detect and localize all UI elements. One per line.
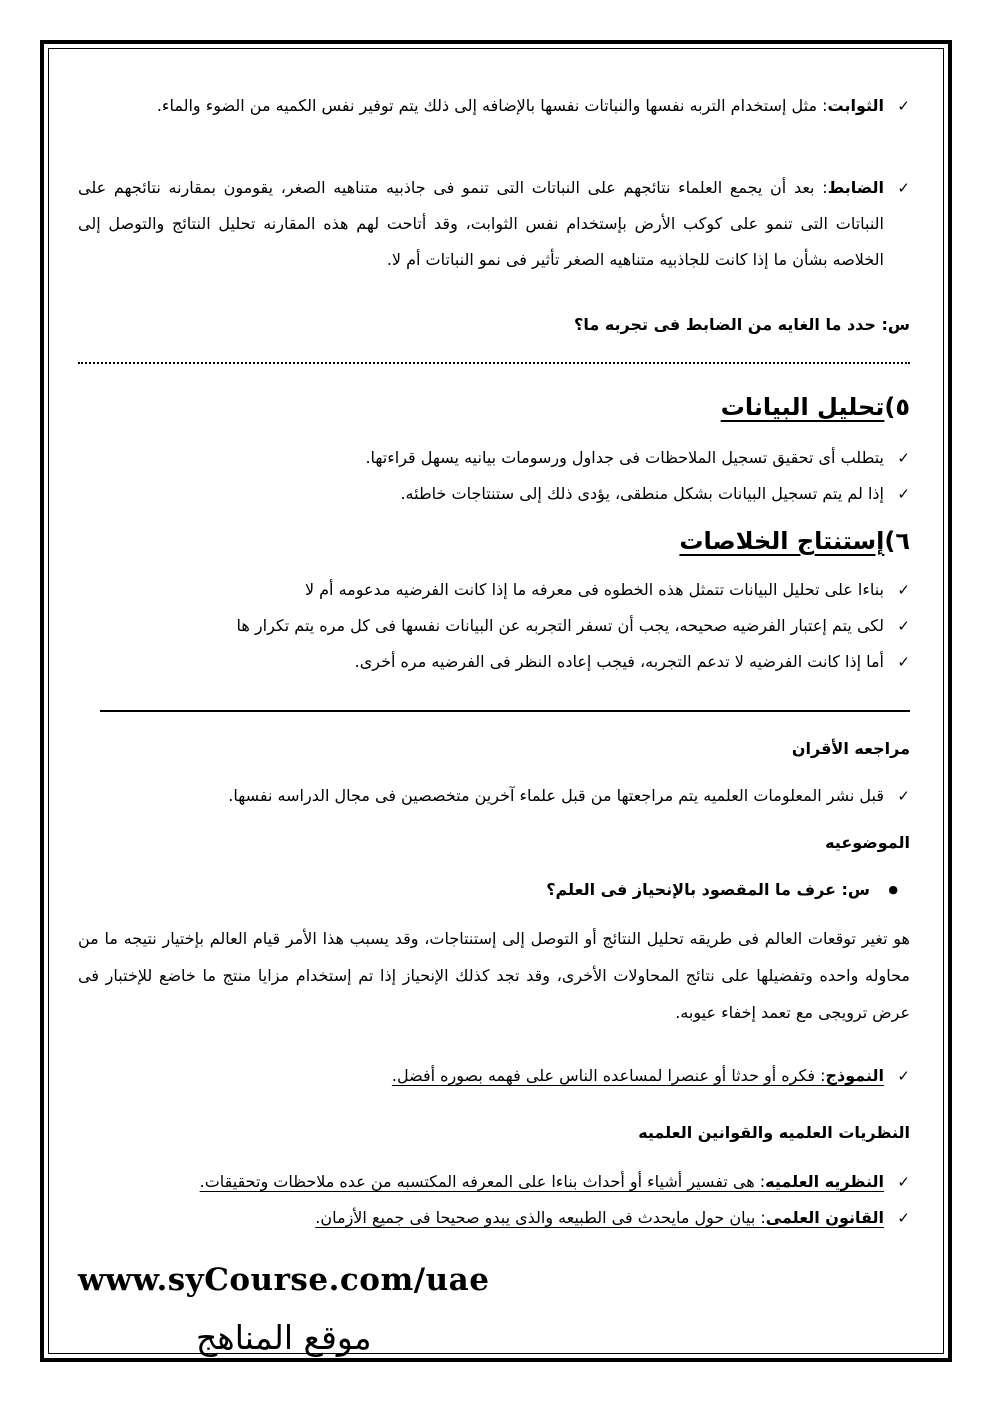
theory-term: النظريه العلميه	[765, 1172, 884, 1191]
list-item: ✓ قبل نشر المعلومات العلميه يتم مراجعتها من قبل علماء آخرين متخصصين فى مجال الدراسه نفسها.	[78, 778, 910, 814]
constants-item	[78, 88, 910, 124]
list-item	[78, 1200, 910, 1236]
list-item: ● س: عرف ما المقصود بالإنحياز فى العلم؟	[78, 872, 910, 908]
list-item: ✓ إذا لم يتم تسجيل البيانات بشكل منطقى، يؤدى ذلك إلى ستنتاجات خاطئه.	[78, 476, 910, 512]
model-text: : فكره أو حدثا أو عنصرا لمساعده الناس على فهمه بصوره أفضل.	[391, 1066, 826, 1085]
objectivity-title: الموضوعيه	[825, 833, 910, 852]
theories-title: النظريات العلميه والقوانين العلميه	[638, 1123, 910, 1142]
section6-heading	[78, 524, 910, 558]
control-item	[78, 170, 910, 278]
peer-review-item	[78, 778, 910, 814]
control-term: الضابط	[827, 178, 884, 197]
objectivity-answer: هو تغير توقعات العالم فى طريقه تحليل النتائج أو التوصل إلى إستنتاجات، وقد يسبب هذا الأمر قيام العالم بإختيار نتيجه ما من محاوله واحده وتفضيلها على نتائج المحاولات الأخرى، وقد تجد كذلك الإنحياز إذا تم إستخدام مزايا منتج ما خاضع للإختبار فى عرض ترويجى مع تعمد إخفاء عيوبه.	[78, 929, 910, 1022]
control-text: : بعد أن يجمع العلماء نتائجهم على النباتات التى تنمو فى جاذبيه متناهيه الصغر، يقومون بمقارنه نتائجهم على النباتات التى تنمو على كوكب الأرض بإستخدام نفس الثوابت، وقد أتاحت لهم هذه المقارنه تحليل النتائج والتوصل إلى الخلاصه بشأن ما إذا كانت للجاذبيه متناهيه الصغر تأثير فى نمو النباتات أم لا.	[78, 178, 884, 269]
objectivity-question	[78, 872, 910, 908]
answer-dotted-line	[78, 362, 910, 364]
theory-text: : هى تفسير أشياء أو أحداث بناءا على المعرفه المكتسبه من عده ملاحظات وتحقيقات.	[199, 1172, 766, 1191]
list-item: ✓ يتطلب أى تحقيق تسجيل الملاحظات فى جداول ورسومات بيانيه يسهل قراءتها.	[78, 440, 910, 476]
section5-heading	[78, 390, 910, 424]
theories-list	[78, 1164, 910, 1236]
peer-review-title: مراجعه الأقران	[791, 739, 910, 758]
section-divider	[100, 710, 910, 712]
list-item	[78, 1164, 910, 1200]
list-item: ✓ أما إذا كانت الفرضيه لا تدعم التجربه، فيجب إعاده النظر فى الفرضيه مره أخرى.	[78, 644, 910, 680]
law-term: القانون العلمى	[765, 1208, 884, 1227]
list-item: ✓ بناءا على تحليل البيانات تتمثل هذه الخطوه فى معرفه ما إذا كانت الفرضيه مدعومه أم لا	[78, 572, 910, 608]
site-watermark: موقع المناهج	[196, 1318, 372, 1357]
question-control: س: حدد ما الغايه من الضابط فى تجربه ما؟	[574, 315, 910, 334]
section6-list	[78, 572, 910, 680]
constants-text: : مثل إستخدام التربه نفسها والنباتات نفسها بالإضافه إلى ذلك يتم توفير نفس الكميه من الضوء والماء.	[156, 96, 828, 115]
section5-list	[78, 440, 910, 512]
model-item	[78, 1058, 910, 1094]
section5-number: ٥)	[884, 393, 910, 421]
constants-term: الثوابت	[827, 96, 884, 115]
law-text: : بيان حول مايحدث فى الطبيعه والذى يبدو صحيحا فى جميع الأزمان.	[315, 1208, 766, 1227]
model-term: النموذج	[825, 1066, 884, 1085]
list-item: ✓ لكى يتم إعتبار الفرضيه صحيحه، يجب أن تسفر التجربه عن البيانات نفسها فى كل مره يتم تكرار ها	[78, 608, 910, 644]
section6-title: إستنتاج الخلاصات	[679, 527, 885, 555]
section5-title: تحليل البيانات	[720, 393, 885, 421]
site-url: www.syCourse.com/uae	[78, 1262, 490, 1298]
section6-number: ٦)	[884, 527, 910, 555]
